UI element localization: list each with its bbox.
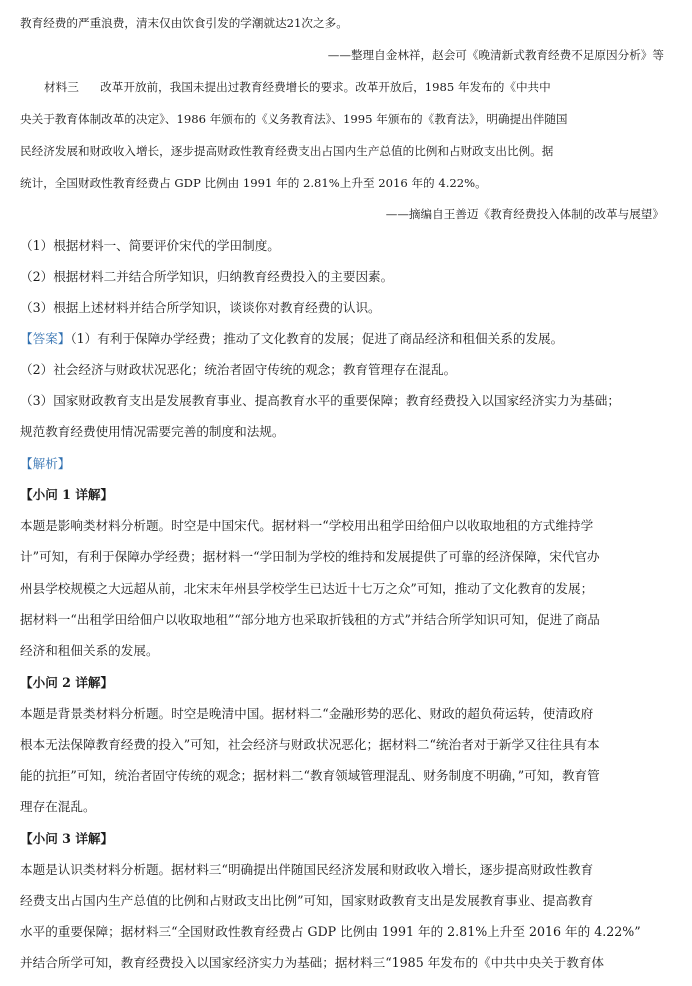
question-1: （1）根据材料一、简要评价宋代的学田制度。 xyxy=(20,238,280,253)
answer-line-4: 规范教育经费使用情况需要完善的制度和法规。 xyxy=(20,424,285,439)
material3-line-2: 央关于教育体制改革的决定》、1986 年颁布的《义务教育法》、1995 年颁布的《教育法》，明确提出伴随国 xyxy=(20,112,568,126)
answer-line-3: （3）国家财政教育支出是发展教育事业、提高教育水平的重要保障；教育经费投入以国家经济实力为基础； xyxy=(20,393,620,408)
q2-line-3: 能的抗拒”可知，统治者固守传统的观念；据材料二“教育领域管理混乱、财务制度不明确，”可知，教育管 xyxy=(20,768,600,783)
q3-heading: 【小问 3 详解】 xyxy=(20,831,114,846)
material2-tail: 教育经费的严重浪费，清末仅由饮食引发的学潮就达21次之多。 xyxy=(20,16,348,30)
material3-label: 材料三 xyxy=(44,80,79,94)
answer-tag: 【答案】 xyxy=(20,331,71,346)
material3-source: ——摘编自王善迈《教育经费投入体制的改革与展望》 xyxy=(385,207,664,221)
material3-line-4: 统计，全国财政性教育经费占 GDP 比例由 1991 年的 2.81%上升至 2016 年的 4.22%。 xyxy=(20,176,487,190)
q3-line-3: 水平的重要保障；据材料三“全国财政性教育经费占 GDP 比例由 1991 年的 2.81%上升至 2016 年的 4.22%” xyxy=(20,924,641,939)
answer-line-2: （2）社会经济与财政状况恶化；统治者固守传统的观念；教育管理存在混乱。 xyxy=(20,362,457,377)
q3-line-1: 本题是认识类材料分析题。据材料三“明确提出伴随国民经济发展和财政收入增长，逐步提高财政性教育 xyxy=(20,862,594,877)
q2-line-4: 理存在混乱。 xyxy=(20,799,96,814)
material2-source: ——整理自金林祥，赵会可《晚清新式教育经费不足原因分析》等 xyxy=(327,48,664,62)
q1-line-4: 据材料一“出租学田给佃户以收取地租”“部分地方也采取折钱租的方式”并结合所学知识可知，促进了商品 xyxy=(20,612,600,627)
q2-line-1: 本题是背景类材料分析题。时空是晚清中国。据材料二“金融形势的恶化、财政的超负荷运转，使清政府 xyxy=(20,706,594,721)
q3-line-2: 经费支出占国内生产总值的比例和占财政支出比例”可知，国家财政教育支出是发展教育事业、提高教育 xyxy=(20,893,594,908)
analysis-tag: 【解析】 xyxy=(20,456,71,471)
question-2: （2）根据材料二并结合所学知识，归纳教育经费投入的主要因素。 xyxy=(20,269,394,284)
q1-line-3: 州县学校规模之大远超从前，北宋末年州县学校学生已达近十七万之众”可知，推动了文化教育的发展； xyxy=(20,581,594,596)
q1-line-1: 本题是影响类材料分析题。时空是中国宋代。据材料一“学校用出租学田给佃户以收取地租的方式维持学 xyxy=(20,518,594,533)
q2-heading: 【小问 2 详解】 xyxy=(20,675,114,690)
material3-line-3: 民经济发展和财政收入增长，逐步提高财政性教育经费支出占国内生产总值的比例和占财政支出比例。据 xyxy=(20,144,554,158)
q1-line-5: 经济和租佃关系的发展。 xyxy=(20,643,159,658)
answer-line-1: 【答案】（1）有利于保障办学经费；推动了文化教育的发展；促进了商品经济和租佃关系的发展。 xyxy=(20,331,564,346)
question-3: （3）根据上述材料并结合所学知识，谈谈你对教育经费的认识。 xyxy=(20,300,381,315)
q3-line-4: 并结合所学可知，教育经费投入以国家经济实力为基础；据材料三“1985 年发布的《中共中央关于教育体 xyxy=(20,955,605,970)
q2-line-2: 根本无法保障教育经费的投入”可知，社会经济与财政状况恶化；据材料二“统治者对于新学又往往具有本 xyxy=(20,737,600,752)
q1-line-2: 计”可知，有利于保障办学经费；据材料一“学田制为学校的维持和发展提供了可靠的经济保障，宋代官办 xyxy=(20,549,600,564)
q1-heading: 【小问 1 详解】 xyxy=(20,487,114,502)
material3-line-1: 材料三 改革开放前，我国未提出过教育经费增长的要求。改革开放后，1985 年发布的《中共中 xyxy=(44,80,551,94)
